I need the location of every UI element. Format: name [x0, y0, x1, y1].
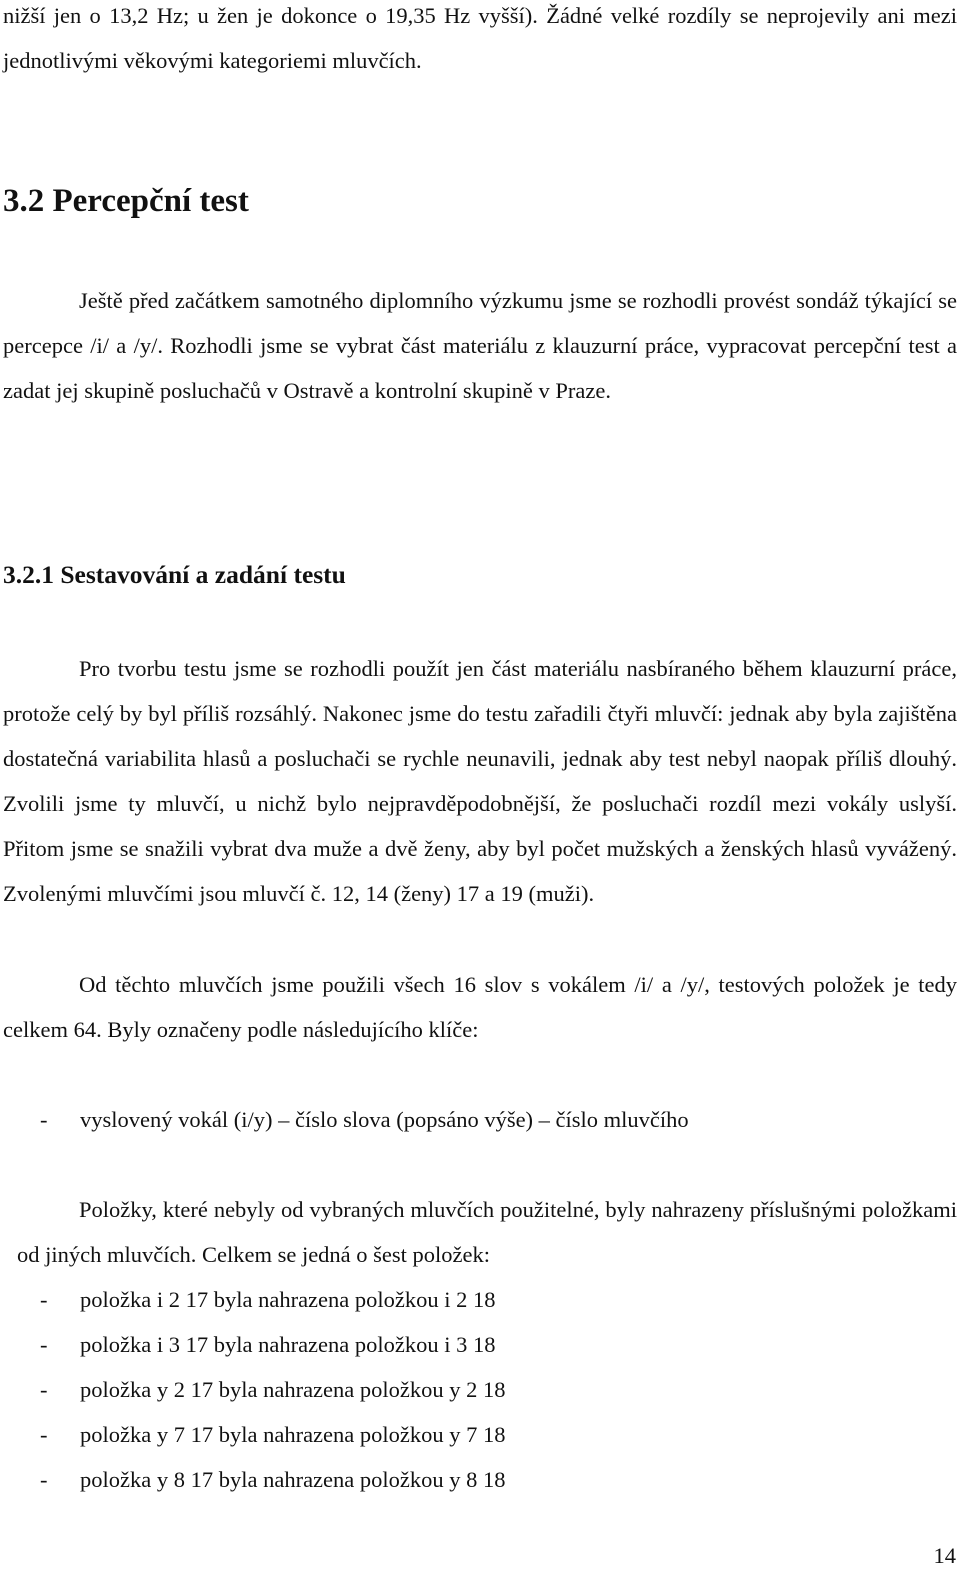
replacement-text: položka i 2 17 byla nahrazena položkou i 2 18 — [80, 1287, 496, 1312]
list-dash: - — [40, 1377, 48, 1402]
list-dash: - — [40, 1467, 48, 1492]
page-number: 14 — [933, 1543, 956, 1568]
replacement-text: položka y 7 17 byla nahrazena položkou y 7 18 — [80, 1422, 506, 1447]
list-item — [3, 1322, 903, 1367]
list-dash: - — [40, 1422, 48, 1447]
replacement-text: položka y 8 17 byla nahrazena položkou y 8 18 — [80, 1467, 506, 1492]
subsection-heading: 3.2.1 Sestavování a zadání testu — [3, 560, 346, 589]
list-dash: - — [40, 1287, 48, 1312]
subsection-paragraph-3: Položky, které nebyly od vybraných mluvčích použitelné, byly nahrazeny příslušnými položkami od jiných mluvčích. Celkem se jedná o šest položek: — [17, 1197, 957, 1267]
list-item — [3, 1277, 903, 1322]
list-dash: - — [40, 1332, 48, 1357]
key-item-text: vyslovený vokál (i/y) – číslo slova (popsáno výše) – číslo mluvčího — [80, 1107, 689, 1132]
subsection-paragraph-2: Od těchto mluvčích jsme použili všech 16 slov s vokálem /i/ a /y/, testových položek je tedy celkem 64. Byly označeny podle následujícího klíče: — [3, 972, 957, 1042]
replacement-text: položka i 3 17 byla nahrazena položkou i 3 18 — [80, 1332, 496, 1357]
replacement-list — [3, 1277, 903, 1502]
list-item — [3, 1367, 903, 1412]
list-item — [3, 1412, 903, 1457]
subsection-paragraph-1: Pro tvorbu testu jsme se rozhodli použít jen část materiálu nasbíraného během klauzurní práce, protože celý by byl příliš rozsáhlý. Nakonec jsme do testu zařadili čtyři mluvčí: jednak aby byla zajištěna dostatečná variabilita hlasů a posluchači se rychle neunavili, jednak aby test nebyl naopak příliš dlouhý. Zvolili jsme ty mluvčí, u nichž bylo nejpravděpodobnější, že posluchači rozdíl mezi vokály uslyší. Přitom jsme se snažili vybrat dva muže a dvě ženy, aby byl počet mužských a ženských hlasů vyvážený. Zvolenými mluvčími jsou mluvčí č. 12, 14 (ženy) 17 a 19 (muži). — [3, 656, 957, 906]
section-heading: 3.2 Percepční test — [3, 183, 249, 219]
replacement-text: položka y 2 17 byla nahrazena položkou y 2 18 — [80, 1377, 506, 1402]
section-paragraph: Ještě před začátkem samotného diplomního výzkumu jsme se rozhodli provést sondáž týkající se percepce /i/ a /y/. Rozhodli jsme se vybrat část materiálu z klauzurní práce, vypracovat percepční test a zadat jej skupině posluchačů v Ostravě a kontrolní skupině v Praze. — [3, 288, 957, 403]
list-item — [3, 1097, 903, 1142]
intro-paragraph: nižší jen o 13,2 Hz; u žen je dokonce o 19,35 Hz vyšší). Žádné velké rozdíly se neprojevily ani mezi jednotlivými věkovými kategoriemi mluvčích. — [3, 3, 957, 73]
list-item — [3, 1457, 903, 1502]
key-list — [3, 1097, 903, 1142]
list-dash: - — [40, 1107, 48, 1132]
